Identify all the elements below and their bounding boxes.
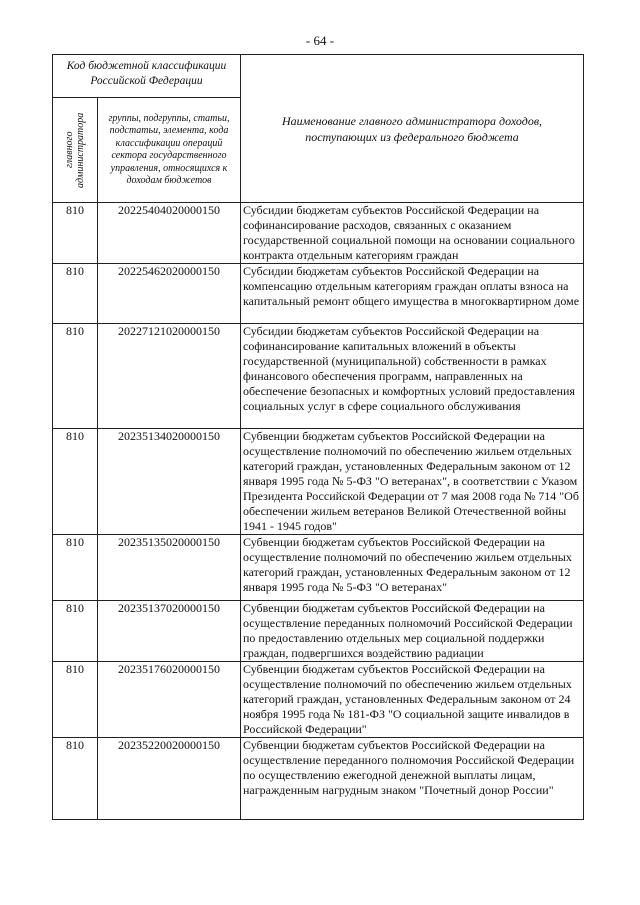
classification-code-cell: 20225404020000150 xyxy=(98,203,241,264)
table-row xyxy=(53,324,584,429)
classification-code-cell: 20235134020000150 xyxy=(98,429,241,535)
classification-code-cell: 20225462020000150 xyxy=(98,264,241,324)
table-row xyxy=(53,429,584,535)
admin-code-cell: 810 xyxy=(53,429,98,535)
classification-code-cell: 20235137020000150 xyxy=(98,601,241,662)
admin-code-cell: 810 xyxy=(53,264,98,324)
header-group-title: Код бюджетной классификации Российской Федерации xyxy=(53,55,241,98)
revenue-name-cell: Субвенции бюджетам субъектов Российской Федерации на осуществление полномочий по обеспечению жильем отдельных категорий граждан, установленных Федеральным законом от 24 ноября 1995 года № 181-ФЗ "О социальной защите инвалидов в Российской Федерации" xyxy=(241,662,584,738)
header-name-column: Наименование главного администратора доходов, поступающих из федерального бюджета xyxy=(241,55,584,203)
classification-code-cell: 20235176020000150 xyxy=(98,662,241,738)
admin-code-cell: 810 xyxy=(53,738,98,820)
revenue-name-cell: Субвенции бюджетам субъектов Российской Федерации на осуществление переданного полномочия Российской Федерации по осуществлению ежегодной денежной выплаты лицам, награжденным нагрудным знаком "Почетный донор России" xyxy=(241,738,584,820)
table-row xyxy=(53,535,584,601)
classification-code-cell: 20235135020000150 xyxy=(98,535,241,601)
admin-code-cell: 810 xyxy=(53,601,98,662)
table-row xyxy=(53,738,584,820)
table-row xyxy=(53,601,584,662)
admin-code-cell: 810 xyxy=(53,203,98,264)
admin-code-cell: 810 xyxy=(53,662,98,738)
revenue-name-cell: Субвенции бюджетам субъектов Российской Федерации на осуществление полномочий по обеспечению жильем отдельных категорий граждан, установленных Федеральным законом от 12 января 1995 года № 5-ФЗ "О ветеранах" xyxy=(241,535,584,601)
header-codes-column: группы, подгруппы, статьи, подстатьи, элемента, кода классификации операций сектора государственного управления, относящихся к доходам бюджетов xyxy=(98,98,241,203)
table-row xyxy=(53,203,584,264)
revenue-name-cell: Субвенции бюджетам субъектов Российской Федерации на осуществление переданных полномочий Российской Федерации по предоставлению отдельных мер социальной поддержки граждан, подвергшихся воздействию радиации xyxy=(241,601,584,662)
admin-code-cell: 810 xyxy=(53,324,98,429)
table-row xyxy=(53,264,584,324)
table-row xyxy=(53,662,584,738)
revenue-name-cell: Субсидии бюджетам субъектов Российской Федерации на компенсацию отдельным категориям граждан оплаты взноса на капитальный ремонт общего имущества в многоквартирном доме xyxy=(241,264,584,324)
revenue-name-cell: Субвенции бюджетам субъектов Российской Федерации на осуществление полномочий по обеспечению жильем отдельных категорий граждан, установленных Федеральным законом от 12 января 1995 года № 5-ФЗ "О ветеранах", в соответствии с Указом Президента Российской Федерации от 7 мая 2008 года № 714 "Об обеспечении жильем ветеранов Великой Отечественной войны 1941 - 1945 годов" xyxy=(241,429,584,535)
admin-code-cell: 810 xyxy=(53,535,98,601)
page-number: - 64 - xyxy=(305,33,335,48)
table-body xyxy=(53,203,584,820)
classification-code-cell: 20235220020000150 xyxy=(98,738,241,820)
budget-classification-table xyxy=(52,54,584,820)
classification-code-cell: 20227121020000150 xyxy=(98,324,241,429)
header-admin-column xyxy=(53,98,98,203)
header-admin-label: главного администратора xyxy=(64,112,86,188)
revenue-name-cell: Субсидии бюджетам субъектов Российской Федерации на софинансирование расходов, связанных с оказанием государственной социальной помощи на основании социального контракта отдельным категориям граждан xyxy=(241,203,584,264)
revenue-name-cell: Субсидии бюджетам субъектов Российской Федерации на софинансирование капитальных вложений в объекты государственной (муниципальной) собственности в рамках финансового обеспечения программ, направленных на обеспечение безопасных и комфортных условий предоставления социальных услуг в сфере социального обслуживания xyxy=(241,324,584,429)
